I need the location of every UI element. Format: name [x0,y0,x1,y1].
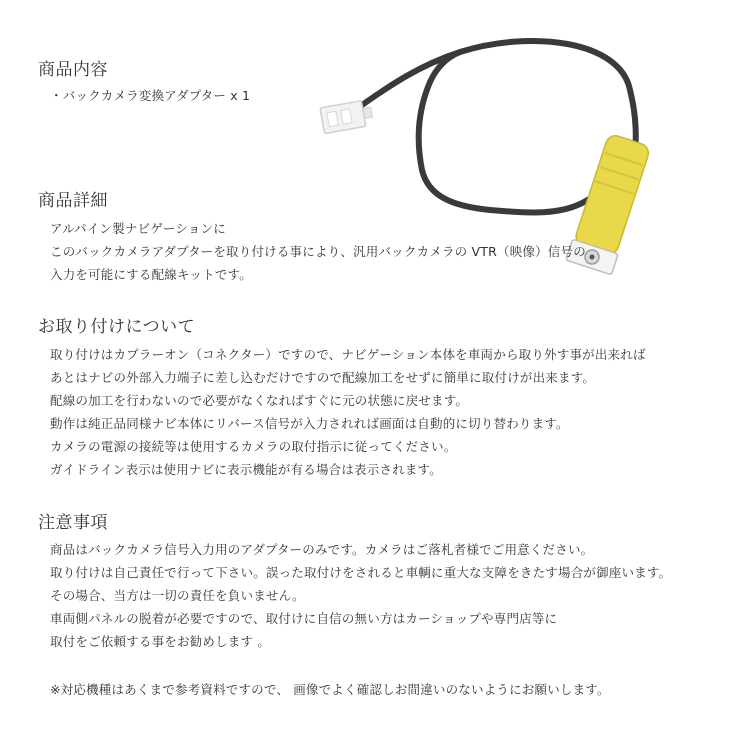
notes-line: 取り付けは自己責任で行って下さい。誤った取付けをされると車輌に重大な支障をきたす場合が御座います。 [50,565,672,580]
details-line: このバックカメラアダプターを取り付ける事により、汎用バックカメラの VTR（映像）信号の [50,244,586,259]
installation-line: カメラの電源の接続等は使用するカメラの取付指示に従ってください。 [50,439,457,454]
notes-heading: 注意事項 [38,513,108,533]
details-heading: 商品詳細 [38,191,108,211]
notes-line: その場合、当方は一切の責任を負いません。 [50,588,305,603]
details-line: アルパイン製ナビゲーションに [50,221,226,236]
installation-line: 配線の加工を行わないので必要がなくなればすぐに元の状態に戻せます。 [50,393,469,408]
notes-line: 取付をご依頼する事をお勧めします 。 [50,634,271,649]
installation-line: 取り付けはカプラーオン（コネクター）ですので、ナビゲーション本体を車両から取り外す事が出来れば [50,347,646,362]
notes-line: 商品はバックカメラ信号入力用のアダプターのみです。カメラはご落札者様でご用意ください。 [50,542,594,557]
contents-heading: 商品内容 [38,60,108,80]
contents-item: ・バックカメラ変換アダプター x 1 [50,88,251,103]
installation-line: ガイドライン表示は使用ナビに表示機能が有る場合は表示されます。 [50,462,442,477]
installation-heading: お取り付けについて [38,317,196,337]
details-line: 入力を可能にする配線キットです。 [50,267,252,282]
installation-line: 動作は純正品同様ナビ本体にリバース信号が入力されれば画面は自動的に切り替わります。 [50,416,569,431]
notes-disclaimer: ※対応機種はあくまで参考資料ですので、 画像でよく確認しお間違いのないようにお願いします。 [50,682,610,697]
installation-line: あとはナビの外部入力端子に差し込むだけですので配線加工をせずに簡単に取付けが出来ます。 [50,370,596,385]
notes-line: 車両側パネルの脱着が必要ですので、取付けに自信の無い方はカーショップや専門店等に [50,611,558,626]
